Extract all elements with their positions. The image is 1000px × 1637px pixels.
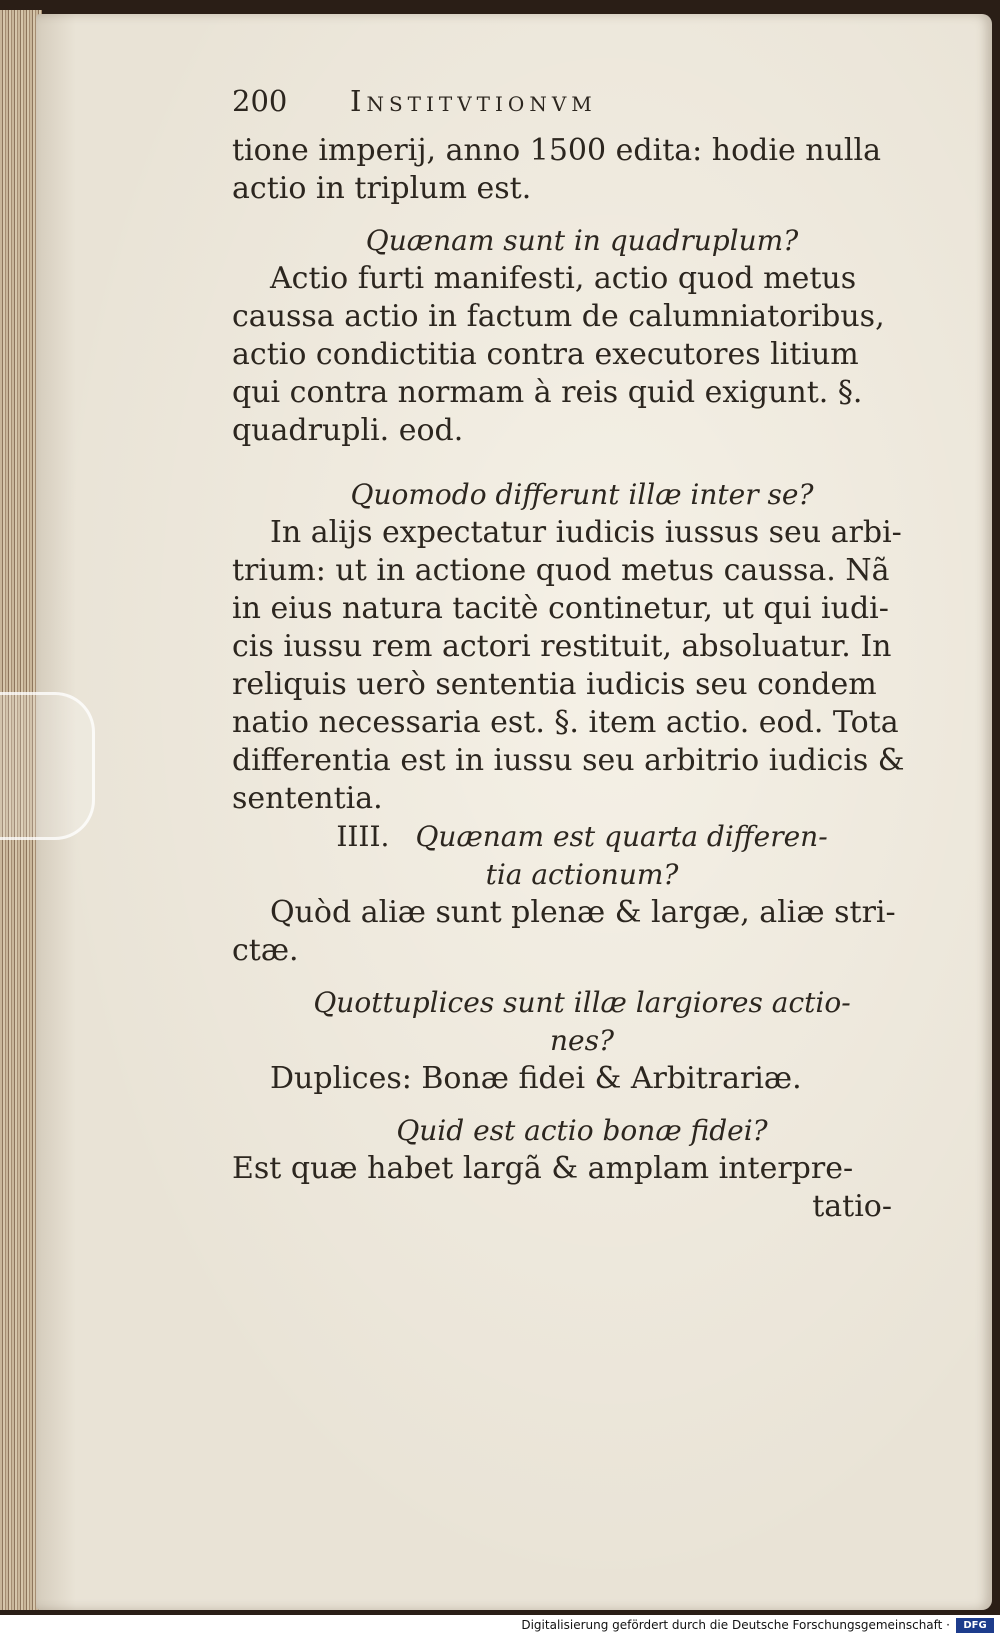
question-heading: Quid est actio bonæ fidei? bbox=[396, 1114, 768, 1147]
page-number: 200 bbox=[232, 84, 288, 118]
question-heading bbox=[232, 818, 932, 856]
text-line: actio in triplum est. bbox=[232, 171, 532, 206]
text-line: In alijs expectatur iudicis iussus seu arbi- bbox=[270, 515, 902, 550]
text-line: quadrupli. eod. bbox=[232, 413, 464, 448]
catchword: tatio- bbox=[812, 1189, 892, 1224]
text-line: sententia. bbox=[232, 781, 383, 816]
question-heading: Quottuplices sunt illæ largiores actio- bbox=[313, 986, 851, 1019]
text-line: differentia est in iussu seu arbitrio iudicis & bbox=[232, 743, 905, 778]
page-clip bbox=[0, 692, 95, 840]
text-line: Quòd aliæ sunt plenæ & largæ, aliæ stri- bbox=[270, 895, 896, 930]
text-line: reliquis uerò sententia iudicis seu condem bbox=[232, 667, 877, 702]
digitization-footer bbox=[0, 1615, 1000, 1637]
section-number: IIII. bbox=[336, 820, 390, 853]
text-line: caussa actio in factum de calumniatoribus, bbox=[232, 299, 885, 334]
text-line: ctæ. bbox=[232, 933, 299, 968]
text-line: cis iussu rem actori restituit, absoluatur. In bbox=[232, 629, 892, 664]
page-text bbox=[232, 84, 932, 1226]
running-title: Institvtionvm bbox=[350, 84, 597, 118]
text-line: trium: ut in actione quod metus caussa. Nã bbox=[232, 553, 890, 588]
text-line: Duplices: Bonæ fidei & Arbitrariæ. bbox=[270, 1061, 802, 1096]
question-heading: nes? bbox=[550, 1024, 614, 1057]
text-line: qui contra normam à reis quid exigunt. §. bbox=[232, 375, 863, 410]
text-line: Est quæ habet largã & amplam interpre- bbox=[232, 1151, 854, 1186]
question-text: Quænam est quarta differen- bbox=[415, 820, 828, 853]
text-line: natio necessaria est. §. item actio. eod. Tota bbox=[232, 705, 899, 740]
text-line: actio condictitia contra executores litium bbox=[232, 337, 859, 372]
dfg-logo: DFG bbox=[956, 1618, 994, 1633]
text-line: Actio furti manifesti, actio quod metus bbox=[270, 261, 857, 296]
funding-credit: Digitalisierung gefördert durch die Deutsche Forschungsgemeinschaft · bbox=[521, 1618, 950, 1632]
running-header bbox=[232, 84, 932, 132]
text-line: tione imperij, anno 1500 edita: hodie nulla bbox=[232, 133, 881, 168]
question-heading: Quomodo differunt illæ inter se? bbox=[350, 478, 814, 511]
question-heading: tia actionum? bbox=[485, 858, 679, 891]
text-line: in eius natura tacitè continetur, ut qui iudi- bbox=[232, 591, 889, 626]
question-heading: Quænam sunt in quadruplum? bbox=[365, 224, 799, 257]
